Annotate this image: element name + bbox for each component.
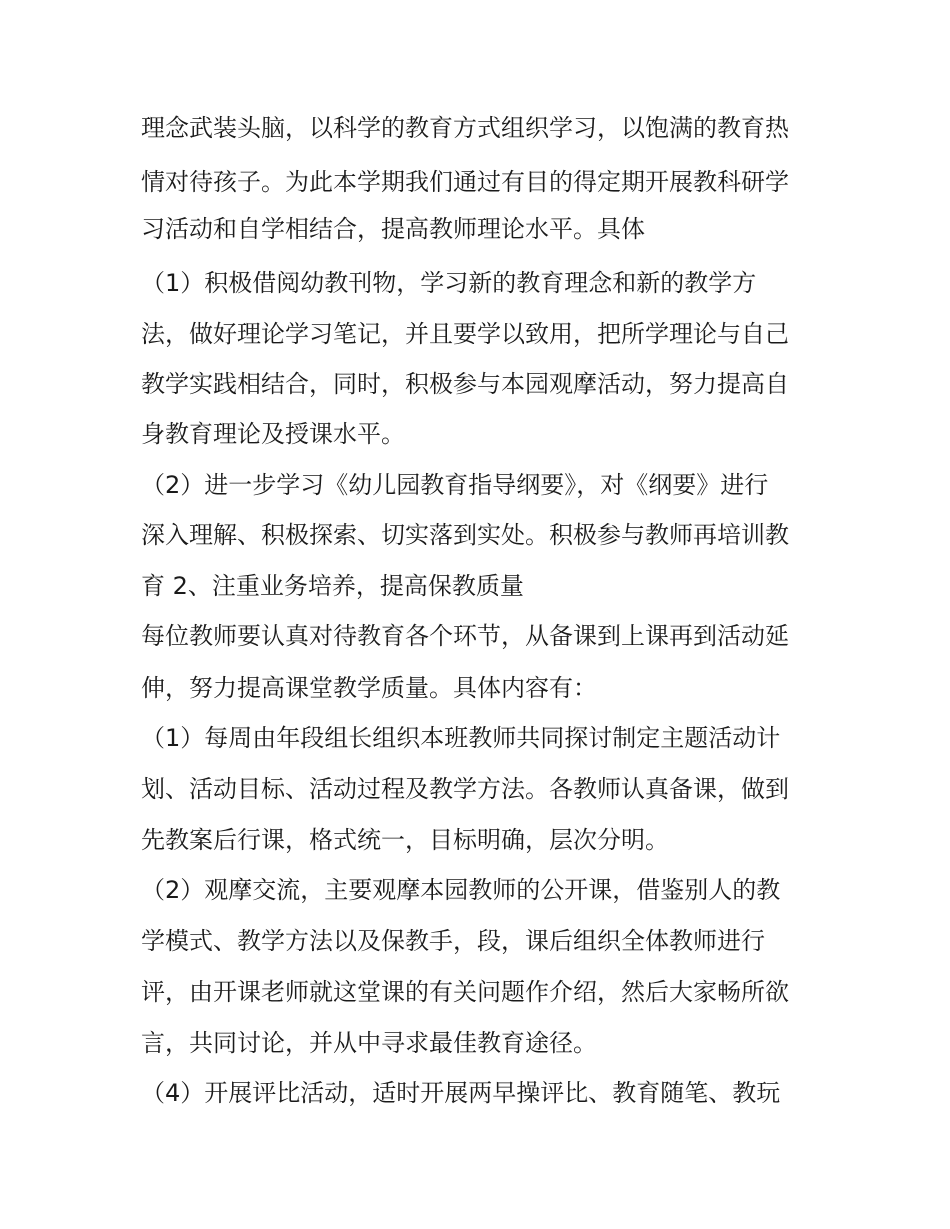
text-line: 深入理解、积极探索、切实落到实处。积极参与教师再培训教 <box>141 521 789 549</box>
text-line: （2）观摩交流，主要观摩本园教师的公开课，借鉴别人的教 <box>141 876 781 904</box>
text-line: （1）每周由年段组长组织本班教师共同探讨制定主题活动计 <box>141 724 781 752</box>
text-line: 评，由开课老师就这堂课的有关问题作介绍，然后大家畅所欲 <box>141 978 789 1006</box>
text-line: 法，做好理论学习笔记，并且要学以致用，把所学理论与自己 <box>141 320 789 348</box>
text-line: 习活动和自学相结合，提高教师理论水平。具体 <box>141 215 645 243</box>
text-line: 划、活动目标、活动过程及教学方法。各教师认真备课，做到 <box>141 775 789 803</box>
text-line: 教学实践相结合，同时，积极参与本园观摩活动，努力提高自 <box>141 370 789 398</box>
text-line: （4）开展评比活动，适时开展两早操评比、教育随笔、教玩 <box>141 1079 781 1107</box>
text-line: 身教育理论及授课水平。 <box>141 420 405 448</box>
text-line: 育 2、注重业务培养，提高保教质量 <box>141 572 524 600</box>
text-line: （2）进一步学习《幼儿园教育指导纲要》，对《纲要》进行 <box>141 471 769 499</box>
text-line: 理念武装头脑，以科学的教育方式组织学习，以饱满的教育热 <box>141 114 789 142</box>
text-line: （1）积极借阅幼教刊物，学习新的教育理念和新的教学方 <box>141 269 757 297</box>
text-line: 言，共同讨论，并从中寻求最佳教育途径。 <box>141 1029 597 1057</box>
text-line: 每位教师要认真对待教育各个环节，从备课到上课再到活动延 <box>141 622 789 650</box>
text-line: 伸，努力提高课堂教学质量。具体内容有： <box>141 674 597 702</box>
text-line: 情对待孩子。为此本学期我们通过有目的得定期开展教科研学 <box>141 168 789 196</box>
text-line: 先教案后行课，格式统一，目标明确，层次分明。 <box>141 826 669 854</box>
text-line: 学模式、教学方法以及保教手，段，课后组织全体教师进行 <box>141 927 765 955</box>
